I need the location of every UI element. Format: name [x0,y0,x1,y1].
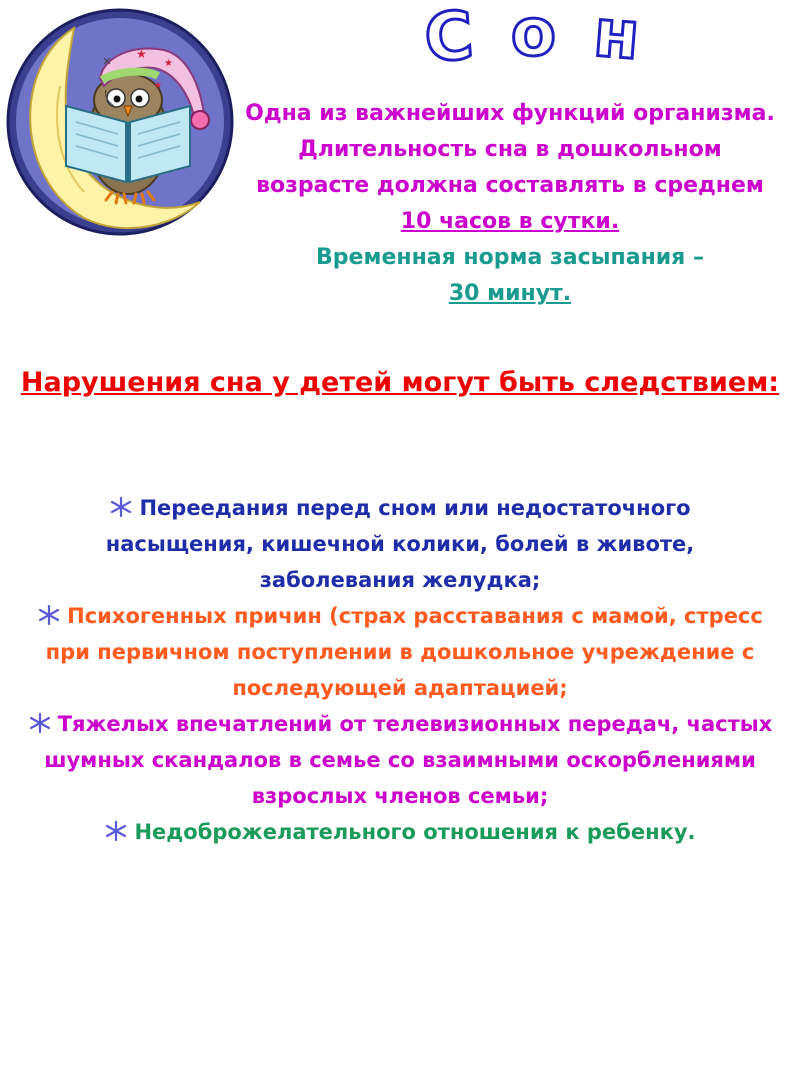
sleep-disorders-heading: Нарушения сна у детей могут быть следствием: [20,367,780,398]
owl-on-moon-reading-icon [4,6,236,238]
asterisk-snowflake-icon [37,605,61,625]
svg-text:★: ★ [136,47,147,61]
intro-line-norm [240,240,780,312]
asterisk-snowflake-icon [109,497,133,517]
svg-text:★: ★ [164,58,173,69]
intro-line-function: Одна из важнейших функций организма. [245,101,775,126]
asterisk-snowflake-icon [28,713,52,733]
cause-text: Недоброжелательного отношения к ребенку. [134,820,696,844]
intro-block [240,96,780,312]
title-word-art [300,0,800,95]
cause-item-impressions [20,706,780,814]
cause-text: заболевания желудка; [259,568,541,592]
asterisk-snowflake-icon [104,821,128,841]
intro-line-duration [240,132,780,240]
intro-duration-text: Длительность сна в дошкольном возрасте должна составлять в среднем [256,137,764,198]
title-text: Сон [421,0,679,78]
intro-norm-text: Временная норма засыпания – [316,245,704,270]
cause-item-overeating [20,490,780,598]
svg-text:★: ★ [154,81,163,91]
cause-text: насыщения, кишечной колики, болей в животе, [105,532,695,556]
intro-norm-minutes: 30 минут. [448,281,572,306]
cause-text: Переедания перед сном или недостаточного [139,496,691,520]
causes-list [20,490,780,850]
svg-text:Сон [422,0,678,77]
cause-text: Тяжелых впечатлений от телевизионных передач, частых шумных скандалов в семье со взаимными оскорблениями взрослых членов семьи; [44,712,773,808]
cause-item-unfriendly-attitude [20,814,780,850]
intro-duration-hours: 10 часов в сутки. [400,209,620,234]
cause-text: Психогенных причин (страх расставания с мамой, стресс при первичном поступлении в дошкольное учреждение с последующей адаптацией; [45,604,763,700]
cause-item-psychogenic [20,598,780,706]
